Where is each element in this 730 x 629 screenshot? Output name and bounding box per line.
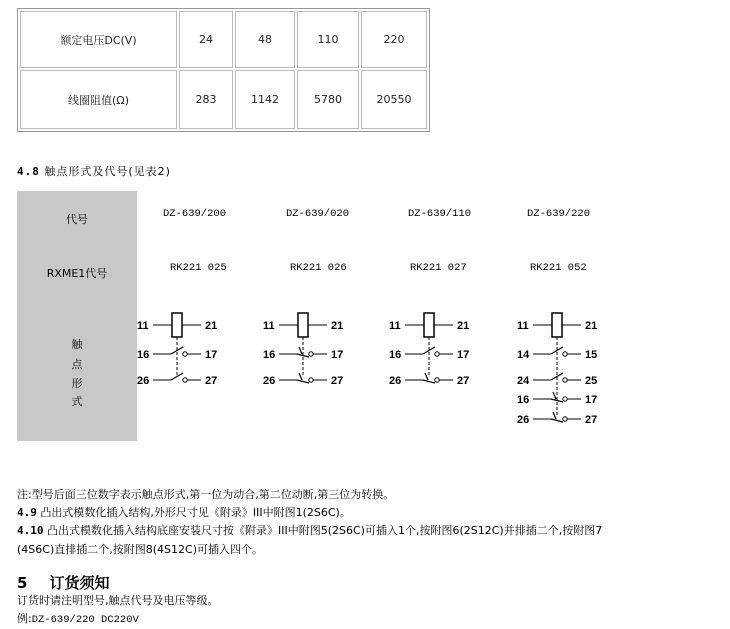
terminal-label: 16 [389, 349, 402, 361]
terminal-label: 17 [331, 349, 344, 361]
order-instruction: 订货时请注明型号,触点代号及电压等级。 [17, 594, 219, 607]
terminal-label: 27 [457, 375, 470, 387]
terminal-label: 16 [137, 349, 150, 361]
contact-form-char: 式 [71, 395, 83, 408]
contact-terminal [563, 397, 567, 401]
coil-symbol [298, 313, 308, 337]
model-code: DZ-639/020 [286, 208, 350, 220]
note-line: 注:型号后面三位数字表示触点形式,第一位为动合,第二位动断,第三位为转换。 [17, 488, 395, 501]
table-cell: 110 [297, 11, 359, 68]
contact-nc [425, 373, 428, 380]
terminal-label: 17 [205, 349, 218, 361]
table-cell: 220 [361, 11, 427, 68]
note-text: 凸出式模数化插入结构,外形尺寸见《附录》III中附图1(2S6C)。 [40, 506, 351, 519]
terminal-label: 11 [389, 320, 401, 332]
example-label: 例: [17, 612, 32, 625]
contact-terminal [183, 378, 187, 382]
contact-nc [299, 373, 302, 380]
section-title: 触点形式及代号(见表2) [44, 165, 171, 178]
rxme-code: RK221 052 [530, 262, 587, 274]
table-cell: 283 [179, 70, 233, 129]
model-code: DZ-639/220 [527, 208, 591, 220]
coil-symbol [552, 313, 562, 337]
rxme-code: RK221 027 [410, 262, 467, 274]
terminal-label: 17 [457, 349, 470, 361]
contact-terminal [435, 378, 439, 382]
terminal-label: 24 [517, 375, 530, 387]
note-number: 4.10 [17, 524, 44, 537]
contact-form-char: 形 [71, 377, 83, 390]
example-value: DZ-639/220 DC220V [31, 614, 139, 626]
note-4-10 [17, 522, 602, 538]
coil-symbol [424, 313, 434, 337]
model-code: DZ-639/110 [408, 208, 472, 220]
section-number: 4.8 [17, 165, 40, 178]
code-label: 代号 [66, 213, 88, 226]
terminal-label: 17 [585, 394, 598, 406]
terminal-label: 26 [517, 414, 530, 426]
contact-nc [553, 412, 556, 419]
terminal-label: 25 [585, 375, 598, 387]
rxme-code: RK221 025 [170, 262, 227, 274]
table-cell: 24 [179, 11, 233, 68]
contact-terminal [435, 352, 439, 356]
terminal-label: 11 [517, 320, 529, 332]
terminal-label: 26 [137, 375, 150, 387]
contact-form-char: 触 [71, 338, 83, 351]
note-number: 4.9 [17, 506, 37, 519]
contact-nc [423, 380, 435, 383]
terminal-label: 11 [137, 320, 149, 332]
terminal-label: 27 [331, 375, 344, 387]
note-4-9 [17, 504, 351, 520]
row-label: 额定电压DC(V) [20, 11, 177, 68]
contact-terminal [563, 352, 567, 356]
rxme-label: RXME1代号 [46, 267, 108, 280]
contact-nc [553, 392, 556, 399]
section-heading-5 [17, 572, 109, 593]
contact-nc [551, 419, 563, 422]
note-4-10-cont: (4S6C)直排插二个,按附图8(4S12C)可插入四个。 [17, 543, 263, 556]
section-title: 订货须知 [49, 574, 110, 592]
contact-terminal [563, 417, 567, 421]
terminal-label: 27 [205, 375, 218, 387]
row-label: 线圈阻值(Ω) [20, 70, 177, 129]
terminal-label: 15 [585, 349, 598, 361]
contact-terminal [183, 352, 187, 356]
terminal-label: 26 [263, 375, 276, 387]
terminal-label: 21 [331, 320, 344, 332]
terminal-label: 26 [389, 375, 402, 387]
terminal-label: 21 [205, 320, 218, 332]
terminal-label: 11 [263, 320, 275, 332]
table-cell: 20550 [361, 70, 427, 129]
section-number: 5 [17, 574, 28, 592]
rxme-code: RK221 026 [290, 262, 347, 274]
contact-form-char: 点 [71, 358, 83, 371]
table-cell: 48 [235, 11, 295, 68]
terminal-label: 27 [585, 414, 598, 426]
terminal-label: 16 [263, 349, 276, 361]
terminal-label: 21 [585, 320, 598, 332]
contact-nc [297, 380, 309, 383]
model-code: DZ-639/200 [163, 208, 227, 220]
table-cell: 1142 [235, 70, 295, 129]
order-example [17, 610, 139, 626]
note-text: 凸出式模数化插入结构底座安装尺寸按《附录》III中附图5(2S6C)可插入1个,按附图6(2S12C)并排插二个,按附图7 [47, 524, 603, 537]
terminal-label: 14 [517, 349, 530, 361]
contact-terminal [563, 378, 567, 382]
contact-terminal [309, 378, 313, 382]
terminal-label: 21 [457, 320, 470, 332]
table-cell: 5780 [297, 70, 359, 129]
coil-symbol [172, 313, 182, 337]
terminal-label: 16 [517, 394, 530, 406]
contact-nc [299, 347, 302, 354]
contact-terminal [309, 352, 313, 356]
